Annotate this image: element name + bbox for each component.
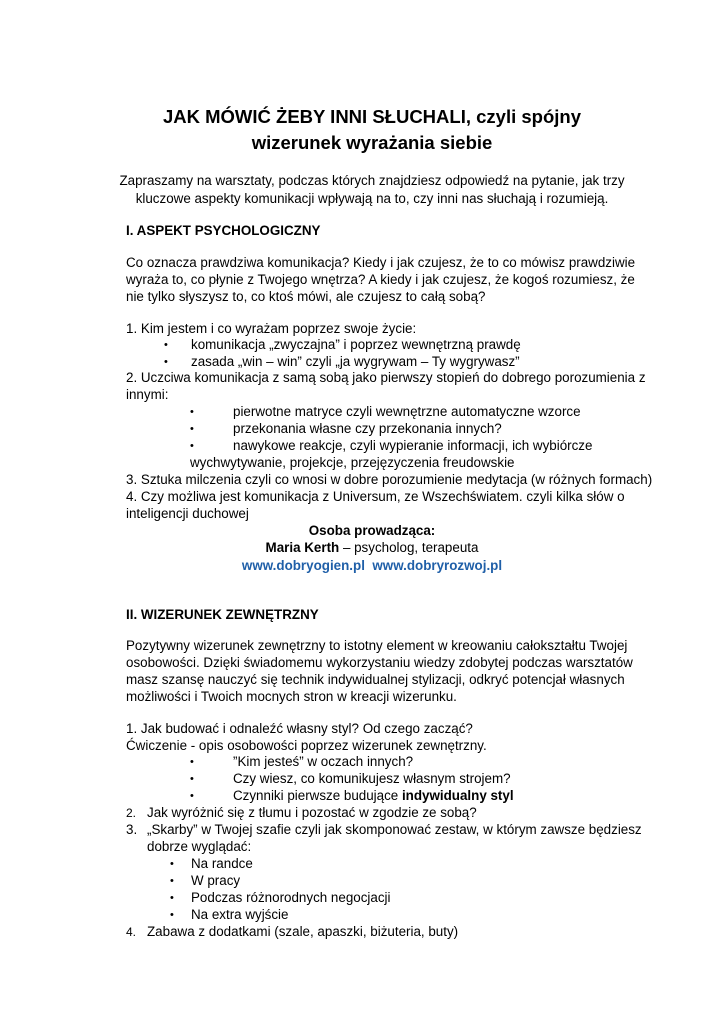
section-1-item-1-bullet: komunikacja „zwyczajna” i poprzez wewnętrzną prawdę (191, 337, 521, 352)
section-2-exercise-bullet: Czy wiesz, co komunikujesz własnym strojem? (233, 771, 511, 786)
section-2-item-3-bullet: W pracy (191, 873, 241, 888)
bullet-text: Czynniki pierwsze budujące (233, 788, 402, 803)
host-label: Osoba prowadząca: (308, 523, 436, 538)
section-2-exercise: Ćwiczenie - opis osobowości poprzez wizerunek zewnętrzny. (126, 738, 487, 753)
bullet-icon: • (164, 356, 168, 368)
section-1-item-2-bullet-continuation: wychwytywanie, projekcje, przejęzyczenia freudowskie (190, 455, 515, 470)
host-name: Maria Kerth (265, 540, 340, 555)
section-2-item-3-bullet: Na randce (191, 856, 253, 871)
bullet-icon: • (190, 756, 194, 768)
bullet-icon: • (190, 790, 194, 802)
section-2-item-1: 1. Jak budować i odnaleźć własny styl? Od czego zacząć? (126, 721, 473, 736)
document-title-line-1: JAK MÓWIĆ ŻEBY INNI SŁUCHALI, czyli spójny (162, 106, 581, 127)
section-2-paragraph-line: masz szansę nauczyć się technik indywidualnej stylizacji, odkryć potencjał własnych (126, 672, 625, 687)
section-2-paragraph-line: możliwości i Twoich mocnych stron w kreacji wizerunku. (126, 689, 457, 704)
section-1-paragraph-line: nie tylko słyszysz to, co ktoś mówi, ale czujesz to całą sobą? (126, 289, 486, 304)
section-2-item-3-bullet: Podczas różnorodnych negocjacji (191, 890, 391, 905)
links-line (0, 557, 724, 574)
section-1-paragraph-line: wyraża to, co płynie z Twojego wnętrza? A kiedy i jak czujesz, że kogoś rozumiesz, że (126, 272, 635, 287)
section-2-item-2: Jak wyróżnić się z tłumu i pozostać w zgodzie ze sobą? (147, 805, 477, 820)
section-2-item-3-bullet: Na extra wyjście (191, 907, 289, 922)
bullet-icon: • (164, 339, 168, 351)
section-1-item-4-line-2: inteligencji duchowej (126, 506, 249, 521)
intro-line-1: Zapraszamy na warsztaty, podczas których znajdziesz odpowiedź na pytanie, jak trzy (119, 173, 625, 188)
section-2-item-3-line-2: dobrze wyglądać: (147, 839, 252, 854)
section-2-exercise-bullet (233, 787, 514, 804)
section-1-item-2-line-2: innymi: (126, 387, 169, 402)
section-2-item-3-line-1: „Skarby” w Twojej szafie czyli jak skomponować zestaw, w którym zawsze będziesz (147, 822, 642, 837)
section-2-item-4: Zabawa z dodatkami (szale, apaszki, biżuteria, buty) (147, 924, 459, 939)
bullet-icon: • (190, 440, 194, 452)
section-2-exercise-bullet: ”Kim jesteś” w oczach innych? (233, 754, 414, 769)
section-2-paragraph-line: Pozytywny wizerunek zewnętrzny to istotny element w kreowaniu całokształtu Twojej (126, 638, 628, 653)
document-title-line-2: wizerunek wyrażania siebie (251, 132, 493, 153)
section-1-item-1: 1. Kim jestem i co wyrażam poprzez swoje życie: (126, 321, 417, 336)
host-role: – psycholog, terapeuta (339, 540, 479, 555)
section-1-item-2-line-1: 2. Uczciwa komunikacja z samą sobą jako pierwszy stopień do dobrego porozumienia z (126, 370, 646, 385)
section-2-heading: II. WIZERUNEK ZEWNĘTRZNY (126, 607, 319, 622)
host-line (0, 539, 724, 556)
bullet-icon: • (190, 773, 194, 785)
intro-line-2: kluczowe aspekty komunikacji wpływają na to, czy inni nas słuchają i rozumieją. (135, 191, 609, 206)
link-dobryogien[interactable]: www.dobryogien.pl (241, 558, 365, 573)
section-1-heading: I. ASPEKT PSYCHOLOGICZNY (126, 223, 321, 238)
section-1-item-4-line-1: 4. Czy możliwa jest komunikacja z Universum, ze Wszechświatem. czyli kilka słów o (126, 489, 625, 504)
bullet-icon: • (170, 909, 174, 921)
bullet-icon: • (190, 423, 194, 435)
section-2-item-2-number: 2. (126, 806, 137, 820)
bullet-text-bold: indywidualny styl (401, 788, 514, 803)
section-1-paragraph-line: Co oznacza prawdziwa komunikacja? Kiedy i jak czujesz, że to co mówisz prawdziwie (126, 255, 636, 270)
bullet-icon: • (170, 892, 174, 904)
section-2-paragraph-line: osobowości. Dzięki świadomemu wykorzystaniu wiedzy zdobytej podczas warsztatów (126, 655, 633, 670)
section-1-item-2-bullet: pierwotne matryce czyli wewnętrzne automatyczne wzorce (233, 404, 581, 419)
section-1-item-3: 3. Sztuka milczenia czyli co wnosi w dobre porozumienie medytacja (w różnych formach) (126, 472, 653, 487)
section-2-item-3-number: 3. (126, 822, 138, 837)
bullet-icon: • (170, 875, 174, 887)
section-1-item-1-bullet: zasada „win – win” czyli „ja wygrywam – Ty wygrywasz” (191, 354, 520, 369)
section-2-item-4-number: 4. (126, 925, 137, 939)
bullet-icon: • (170, 858, 174, 870)
link-dobryrozwoj[interactable]: www.dobryrozwoj.pl (372, 558, 503, 573)
bullet-icon: • (190, 406, 194, 418)
section-1-item-2-bullet: nawykowe reakcje, czyli wypieranie informacji, ich wybiórcze (233, 438, 593, 453)
section-1-item-2-bullet: przekonania własne czy przekonania innych? (233, 421, 502, 436)
